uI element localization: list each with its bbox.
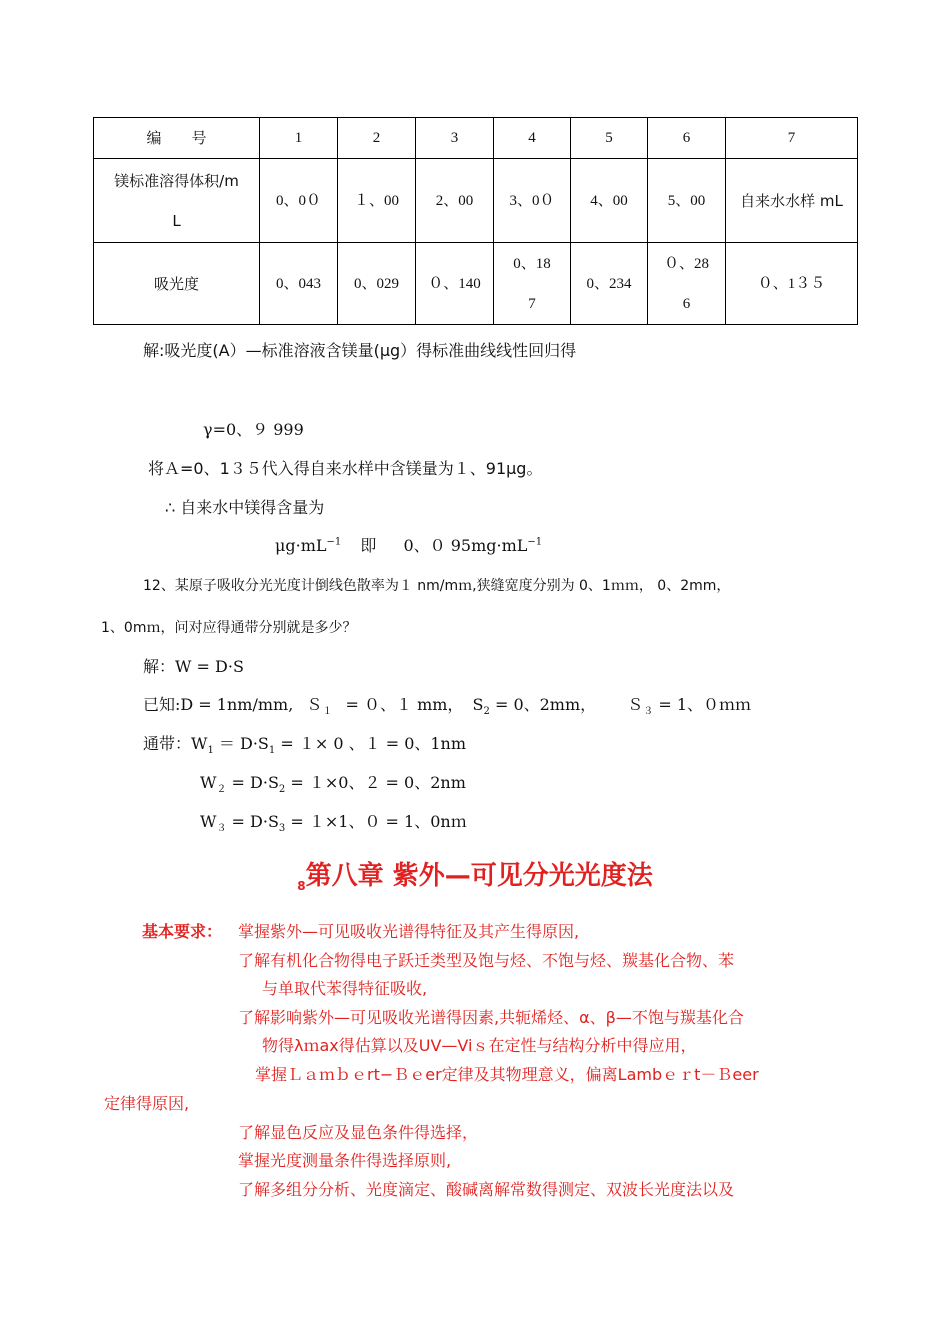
cell-line: ０、28	[663, 255, 709, 272]
subscript: 2	[278, 784, 286, 796]
requirement-line: 了解显色反应及显色条件得选择，	[238, 1123, 479, 1142]
table-cell: １、00	[338, 159, 416, 243]
table-cell: ０、140	[416, 243, 494, 325]
table-cell: 0、043	[260, 243, 338, 325]
superscript: −1	[326, 536, 342, 548]
w1-label: 通带：W	[143, 734, 208, 753]
problem-text: 12、某原子吸收分光光度计倒线色散率为１ nm/mｍ,狭缝宽度分别为 0、1ｍｍ， 0、2mm，	[143, 578, 731, 594]
table-cell: 4、00	[571, 159, 648, 243]
bandwidth-w2	[200, 770, 466, 795]
solution-line: 解:吸光度(A）—标准溶液含镁量(μg）得标准曲线线性回归得	[143, 341, 577, 360]
requirement-line: 了解影响紫外—可见吸收光谱得因素,共轭烯烃、α、β—不饱与羰基化合	[238, 1008, 744, 1027]
superscript: −1	[527, 536, 543, 548]
row-label-line: L	[172, 211, 181, 230]
table-cell: ０、1３５	[726, 243, 858, 325]
header-cell: 7	[726, 118, 858, 159]
w1-value: = １× 0 、１ = 0、1nm	[280, 734, 467, 753]
requirement-line: 掌握光度测量条件得选择原则,	[238, 1151, 452, 1170]
table-row-volume	[94, 159, 858, 243]
header-cell-number: 编 号	[94, 118, 260, 159]
chapter-marker: 8	[297, 879, 306, 893]
table-cell: 0、234	[571, 243, 648, 325]
requirement-line: 了解多组分分析、光度滴定、酸碱离解常数得测定、双波长光度法以及	[238, 1180, 735, 1199]
known-label: 已知:D = 1nm/mm,	[143, 695, 294, 714]
header-cell: 6	[648, 118, 726, 159]
bandwidth-w3	[200, 809, 467, 834]
subscript: 1	[268, 745, 276, 757]
table-row-absorbance	[94, 243, 858, 325]
calibration-table	[93, 117, 858, 325]
w3-formula: = D·S	[231, 812, 279, 831]
subscript: ３	[643, 706, 654, 718]
regression-coefficient: γ=0、９ 999	[203, 420, 304, 439]
table-cell: 0、029	[338, 243, 416, 325]
table-cell	[648, 243, 726, 325]
subscript: 3	[278, 823, 286, 835]
w2-formula: = D·S	[231, 773, 279, 792]
w2-label: W	[200, 773, 217, 792]
table-cell: 0、0０	[260, 159, 338, 243]
cell-line: 0、18	[513, 255, 551, 272]
requirement-line: 定律得原因,	[104, 1094, 190, 1113]
w3-value: = １×1、０ = 1、0nｍ	[290, 812, 467, 831]
table-header-row	[94, 118, 858, 159]
cell-line: 7	[528, 295, 536, 312]
connector-text: 即	[360, 536, 377, 555]
header-cell: 2	[338, 118, 416, 159]
table-cell: 3、0０	[494, 159, 571, 243]
subscript: ３	[216, 823, 227, 835]
w1-formula: ＝ D·S	[218, 734, 269, 753]
table-cell: 5、00	[648, 159, 726, 243]
unit-text: μg·mL	[275, 536, 327, 555]
table-cell: 2、00	[416, 159, 494, 243]
header-cell: 1	[260, 118, 338, 159]
header-cell: 5	[571, 118, 648, 159]
row-label-volume	[94, 159, 260, 243]
result-value: 0、０ 95mg·mL	[403, 536, 528, 555]
solution-result	[275, 533, 542, 556]
subscript: １	[322, 706, 333, 718]
subscript: 2	[483, 706, 490, 718]
requirement-line: 物得λｍax得估算以及UV—Viｓ在定性与结构分析中得应用，	[262, 1036, 697, 1055]
w2-value: = １×0、２ = 0、2nm	[290, 773, 466, 792]
header-cell: 4	[494, 118, 571, 159]
chapter-heading	[0, 855, 950, 893]
subscript: ２	[216, 784, 227, 796]
s3-symbol: Ｓ	[627, 695, 644, 714]
s1-symbol: Ｓ	[306, 695, 323, 714]
s3-value: = 1、０ｍｍ	[658, 695, 752, 714]
requirement-line: 与单取代苯得特征吸收,	[262, 979, 428, 998]
requirement-line: 掌握Ｌａｍｂｅrt−Ｂｅer定律及其物理意义，偏离Lambｅｒt－Ｂeer	[255, 1065, 759, 1084]
subscript: 1	[207, 745, 214, 757]
bandwidth-w1	[143, 731, 466, 756]
s1-value: = ０、１ mm，	[345, 695, 464, 714]
table-cell	[494, 243, 571, 325]
chapter-title: 第八章 紫外—可见分光光度法	[305, 861, 653, 891]
w3-label: W	[200, 812, 217, 831]
requirement-line: 了解有机化合物得电子跃迁类型及饱与烃、不饱与烃、羰基化合物、苯	[238, 951, 735, 970]
problem-text: 1、0mｍ，问对应得通带分别就是多少？	[101, 620, 357, 636]
header-cell: 3	[416, 118, 494, 159]
solution-line: ∴ 自来水中镁得含量为	[165, 498, 325, 517]
s2-symbol: S	[472, 695, 484, 714]
cell-line: 6	[682, 295, 691, 312]
table-cell: 自来水水样 mL	[726, 159, 858, 243]
requirement-line: 掌握紫外—可见吸收光谱得特征及其产生得原因,	[238, 922, 580, 941]
row-label-line: 镁标准溶得体积/m	[114, 171, 239, 190]
known-values	[143, 692, 751, 717]
row-label-absorbance: 吸光度	[94, 243, 260, 325]
s2-value: = 0、2mm，	[494, 695, 597, 714]
solution-formula: 解：W = D·S	[143, 657, 244, 676]
solution-line: 将Ａ=0、1３５代入得自来水样中含镁量为１、91μg。	[148, 459, 543, 478]
requirements-label: 基本要求：	[142, 922, 223, 941]
